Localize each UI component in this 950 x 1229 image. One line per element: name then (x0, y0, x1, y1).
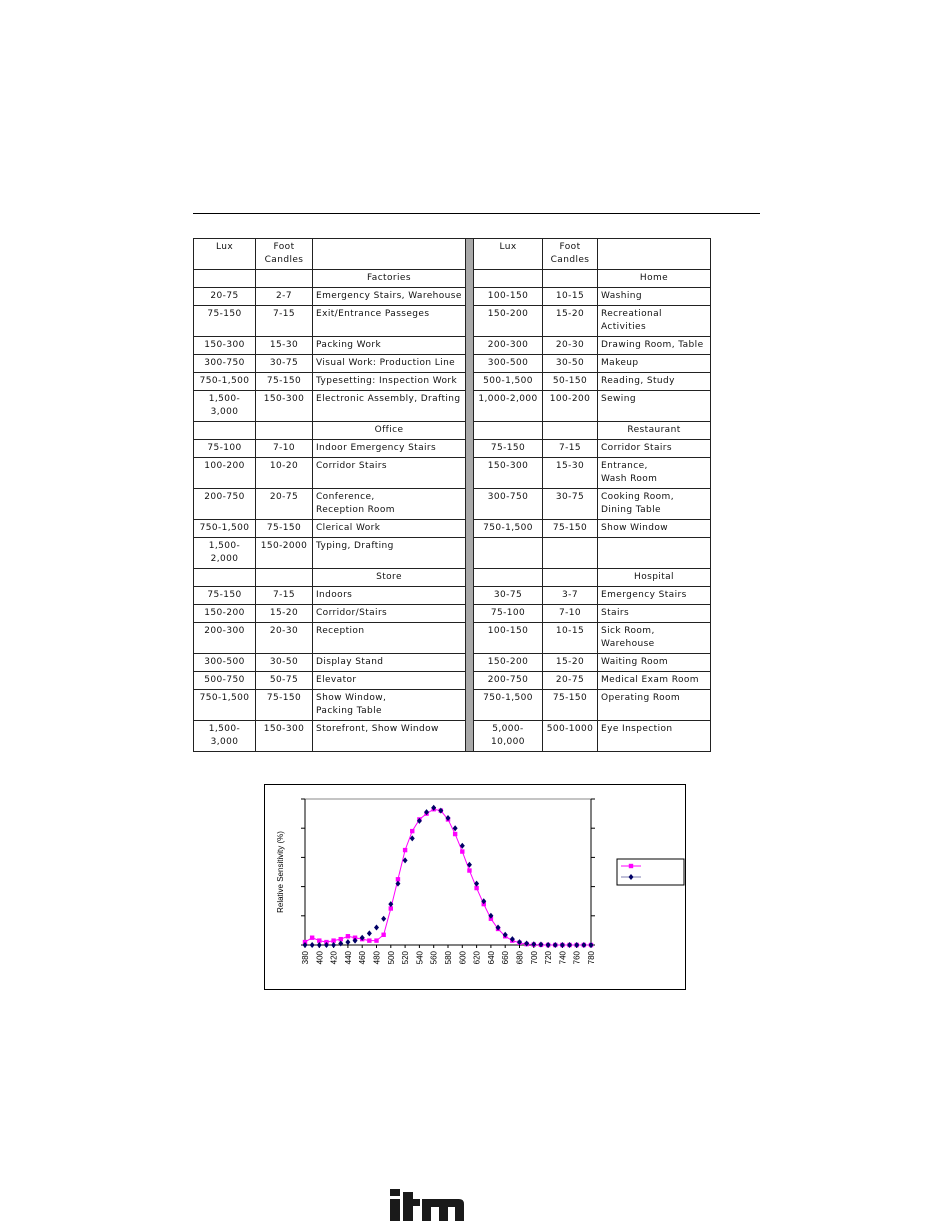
cell-foot-candles: 150-2000 (256, 538, 313, 569)
x-tick-label: 620 (472, 951, 482, 965)
cell-empty (194, 270, 256, 288)
cell-lux: 20-75 (194, 288, 256, 306)
illuminance-table (193, 238, 711, 752)
cell-application: Reception (313, 623, 466, 654)
cell-application: Clerical Work (313, 520, 466, 538)
cell-lux: 1,500-3,000 (194, 721, 256, 752)
table-header-row (194, 239, 711, 270)
cell-application: Elevator (313, 672, 466, 690)
table-row (194, 489, 711, 520)
cell-application: Corridor Stairs (313, 458, 466, 489)
section-heading: Restaurant (598, 422, 711, 440)
cell-empty (474, 569, 543, 587)
cell-lux: 750-1,500 (194, 520, 256, 538)
header-foot-candles-right: Foot Candles (543, 239, 598, 270)
data-point-square (460, 849, 464, 853)
cell-lux: 200-300 (194, 623, 256, 654)
x-tick-label: 740 (558, 951, 568, 965)
cell-lux: 500-750 (194, 672, 256, 690)
cell-application: Recreational Activities (598, 306, 711, 337)
cell-foot-candles: 15-20 (543, 306, 598, 337)
data-point-square (310, 936, 314, 940)
spectral-sensitivity-chart (264, 784, 686, 990)
x-tick-label: 380 (301, 951, 310, 965)
cell-foot-candles: 20-30 (543, 337, 598, 355)
cell-lux: 5,000-10,000 (474, 721, 543, 752)
cell-foot-candles: 30-75 (256, 355, 313, 373)
cell-application: Operating Room (598, 690, 711, 721)
cell-application: Medical Exam Room (598, 672, 711, 690)
cell-foot-candles: 7-15 (256, 587, 313, 605)
cell-lux: 150-300 (474, 458, 543, 489)
header-lux-right: Lux (474, 239, 543, 270)
cell-foot-candles: 15-20 (256, 605, 313, 623)
series-line (305, 809, 591, 945)
x-tick-label: 580 (444, 951, 453, 965)
data-point-square (374, 938, 378, 942)
header-rule (193, 213, 760, 214)
cell-lux: 200-300 (474, 337, 543, 355)
cell-foot-candles: 30-75 (543, 489, 598, 520)
table-row (194, 587, 711, 605)
data-point-square (381, 933, 385, 937)
cell-foot-candles: 75-150 (543, 690, 598, 721)
cell-application: Exit/Entrance Passeges (313, 306, 466, 337)
x-tick-label: 780 (587, 951, 596, 965)
cell-foot-candles: 15-30 (543, 458, 598, 489)
cell-lux: 100-150 (474, 288, 543, 306)
x-tick-label: 420 (329, 951, 339, 965)
cell-application: Sewing (598, 391, 711, 422)
header-blank-right (598, 239, 711, 270)
cell-empty (194, 569, 256, 587)
cell-empty (543, 422, 598, 440)
cell-foot-candles: 2-7 (256, 288, 313, 306)
data-point-diamond (317, 942, 322, 948)
cell-lux: 150-300 (194, 337, 256, 355)
x-tick-label: 540 (415, 951, 425, 965)
cell-foot-candles: 75-150 (256, 520, 313, 538)
cell-lux: 750-1,500 (474, 690, 543, 721)
cell-foot-candles: 30-50 (256, 654, 313, 672)
data-point-diamond (381, 916, 386, 922)
column-separator (466, 239, 474, 752)
cell-application: Typing, Drafting (313, 538, 466, 569)
x-tick-label: 440 (343, 951, 353, 965)
table-row (194, 306, 711, 337)
data-point-diamond (374, 924, 379, 930)
cell-foot-candles: 20-75 (543, 672, 598, 690)
table-section-row (194, 422, 711, 440)
cell-lux: 300-500 (474, 355, 543, 373)
cell-lux: 750-1,500 (194, 373, 256, 391)
table-row (194, 538, 711, 569)
itm-logo (389, 1188, 465, 1222)
cell-lux: 200-750 (474, 672, 543, 690)
cell-foot-candles: 7-10 (543, 605, 598, 623)
data-point-square (403, 848, 407, 852)
cell-lux: 1,000-2,000 (474, 391, 543, 422)
x-tick-label: 600 (458, 951, 468, 965)
x-tick-label: 460 (358, 951, 368, 965)
cell-application: Electronic Assembly, Drafting (313, 391, 466, 422)
cell-application: Emergency Stairs, Warehouse (313, 288, 466, 306)
cell-empty (256, 422, 313, 440)
x-tick-label: 660 (501, 951, 511, 965)
data-point-square (453, 832, 457, 836)
cell-foot-candles: 75-150 (256, 690, 313, 721)
cell-application: Sick Room, Warehouse (598, 623, 711, 654)
cell-lux: 200-750 (194, 489, 256, 520)
cell-lux: 750-1,500 (194, 690, 256, 721)
x-tick-label: 680 (515, 951, 525, 965)
cell-foot-candles: 7-10 (256, 440, 313, 458)
cell-application: Eye Inspection (598, 721, 711, 752)
cell-lux: 150-200 (474, 654, 543, 672)
cell-lux: 150-200 (194, 605, 256, 623)
cell-application: Emergency Stairs (598, 587, 711, 605)
cell-empty (543, 270, 598, 288)
x-tick-label: 720 (544, 951, 554, 965)
table-section-row (194, 569, 711, 587)
table-row (194, 373, 711, 391)
cell-application: Waiting Room (598, 654, 711, 672)
cell-foot-candles: 20-30 (256, 623, 313, 654)
header-lux: Lux (194, 239, 256, 270)
cell-application: Show Window (598, 520, 711, 538)
cell-lux: 300-750 (474, 489, 543, 520)
cell-application: Stairs (598, 605, 711, 623)
cell-application: Storefront, Show Window (313, 721, 466, 752)
cell-foot-candles: 10-15 (543, 623, 598, 654)
cell-lux: 300-750 (194, 355, 256, 373)
cell-empty (256, 270, 313, 288)
cell-lux: 75-100 (194, 440, 256, 458)
cell-foot-candles: 10-20 (256, 458, 313, 489)
cell-lux: 500-1,500 (474, 373, 543, 391)
cell-lux: 100-150 (474, 623, 543, 654)
section-heading: Office (313, 422, 466, 440)
cell-foot-candles: 75-150 (543, 520, 598, 538)
x-tick-label: 400 (315, 951, 325, 965)
cell-empty (194, 422, 256, 440)
cell-lux: 300-500 (194, 654, 256, 672)
data-point-square (346, 934, 350, 938)
cell-application: Packing Work (313, 337, 466, 355)
table-row (194, 440, 711, 458)
cell-lux: 30-75 (474, 587, 543, 605)
table-section-row (194, 270, 711, 288)
data-point-diamond (310, 942, 315, 948)
cell-lux: 75-150 (194, 587, 256, 605)
section-heading: Home (598, 270, 711, 288)
cell-foot-candles: 150-300 (256, 391, 313, 422)
cell-foot-candles: 30-50 (543, 355, 598, 373)
cell-application: Washing (598, 288, 711, 306)
data-point-diamond (338, 941, 343, 947)
data-point-diamond (474, 881, 479, 887)
cell-foot-candles (543, 538, 598, 569)
cell-lux: 750-1,500 (474, 520, 543, 538)
cell-foot-candles: 15-20 (543, 654, 598, 672)
data-point-square (467, 868, 471, 872)
table-row (194, 520, 711, 538)
table-row (194, 721, 711, 752)
cell-application: Corridor Stairs (598, 440, 711, 458)
cell-application: Show Window, Packing Table (313, 690, 466, 721)
table-row (194, 288, 711, 306)
data-point-diamond (331, 942, 336, 948)
cell-empty (474, 270, 543, 288)
cell-application: Indoor Emergency Stairs (313, 440, 466, 458)
cell-foot-candles: 15-30 (256, 337, 313, 355)
cell-empty (474, 422, 543, 440)
cell-empty (543, 569, 598, 587)
cell-application: Corridor/Stairs (313, 605, 466, 623)
data-point-diamond (367, 930, 372, 936)
cell-application: Display Stand (313, 654, 466, 672)
cell-foot-candles: 10-15 (543, 288, 598, 306)
data-point-square (367, 938, 371, 942)
table-row (194, 458, 711, 489)
x-tick-label: 760 (572, 951, 582, 965)
cell-foot-candles: 50-75 (256, 672, 313, 690)
section-heading: Store (313, 569, 466, 587)
cell-lux: 1,500-2,000 (194, 538, 256, 569)
data-point-diamond (345, 939, 350, 945)
section-heading: Factories (313, 270, 466, 288)
cell-lux: 1,500-3,000 (194, 391, 256, 422)
cell-lux: 75-100 (474, 605, 543, 623)
cell-lux: 150-200 (474, 306, 543, 337)
cell-application: Reading, Study (598, 373, 711, 391)
x-tick-label: 700 (529, 951, 539, 965)
y-axis-label: Relative Sensitivity (%) (276, 831, 285, 913)
cell-application: Indoors (313, 587, 466, 605)
table-row (194, 391, 711, 422)
cell-application: Entrance, Wash Room (598, 458, 711, 489)
x-tick-label: 520 (401, 951, 411, 965)
cell-application: Makeup (598, 355, 711, 373)
cell-lux: 75-150 (194, 306, 256, 337)
cell-application: Conference, Reception Room (313, 489, 466, 520)
table-row (194, 672, 711, 690)
data-point-square (410, 829, 414, 833)
table-row (194, 605, 711, 623)
cell-application: Visual Work: Production Line (313, 355, 466, 373)
x-tick-label: 560 (429, 951, 439, 965)
section-heading: Hospital (598, 569, 711, 587)
table-row (194, 337, 711, 355)
cell-foot-candles: 7-15 (543, 440, 598, 458)
cell-foot-candles: 100-200 (543, 391, 598, 422)
cell-foot-candles: 7-15 (256, 306, 313, 337)
x-tick-label: 640 (486, 951, 496, 965)
x-tick-label: 500 (386, 951, 396, 965)
x-tick-label: 480 (372, 951, 382, 965)
cell-lux: 75-150 (474, 440, 543, 458)
cell-application: Drawing Room, Table (598, 337, 711, 355)
legend (617, 859, 684, 885)
cell-empty (256, 569, 313, 587)
chart-canvas (265, 785, 685, 989)
cell-application (598, 538, 711, 569)
cell-foot-candles: 500-1000 (543, 721, 598, 752)
cell-foot-candles: 20-75 (256, 489, 313, 520)
cell-application: Cooking Room, Dining Table (598, 489, 711, 520)
cell-foot-candles: 50-150 (543, 373, 598, 391)
cell-lux (474, 538, 543, 569)
table-row (194, 654, 711, 672)
header-blank (313, 239, 466, 270)
table-row (194, 690, 711, 721)
cell-lux: 100-200 (194, 458, 256, 489)
table-row (194, 623, 711, 654)
cell-application: Typesetting: Inspection Work (313, 373, 466, 391)
cell-foot-candles: 75-150 (256, 373, 313, 391)
table-row (194, 355, 711, 373)
cell-foot-candles: 3-7 (543, 587, 598, 605)
header-foot-candles: Foot Candles (256, 239, 313, 270)
legend-marker-1 (629, 864, 633, 868)
cell-foot-candles: 150-300 (256, 721, 313, 752)
